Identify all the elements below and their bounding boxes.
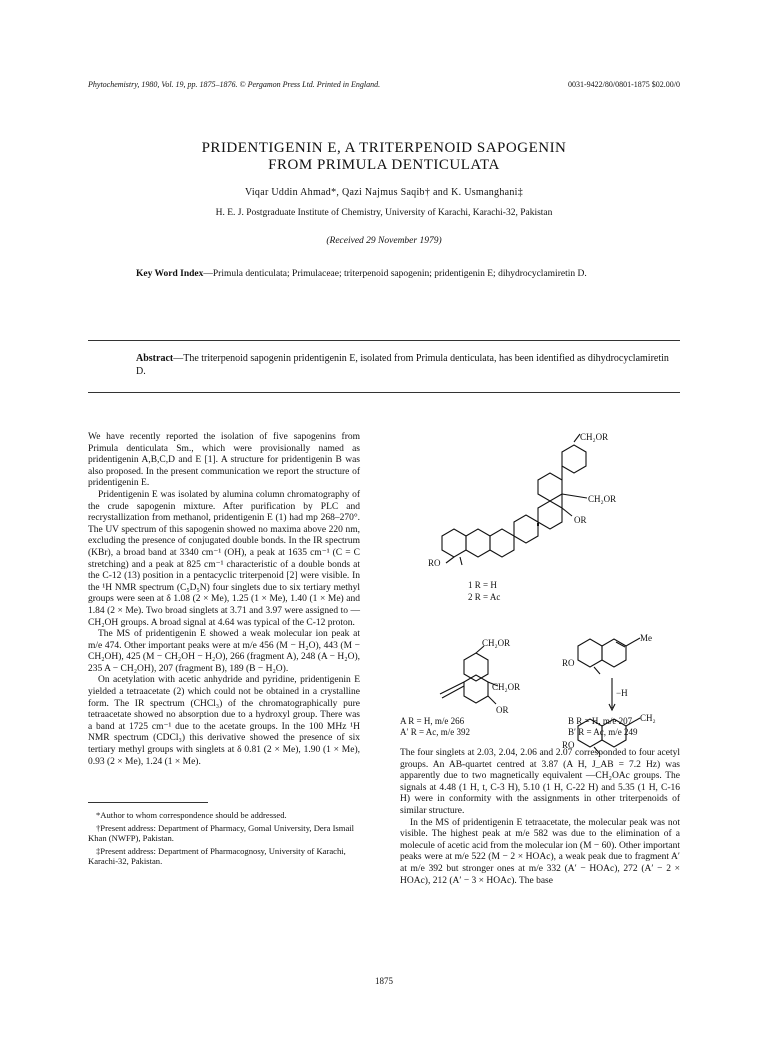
footnote-3: ‡Present address: Department of Pharmacognosy, University of Karachi, Karachi-32, Pakistan. <box>88 845 346 867</box>
fragment-a2-label: A′ R = Ac, m/e 392 <box>400 727 471 737</box>
structure-label-1: 1 R = H <box>468 580 497 590</box>
paragraph-5: The four singlets at 2.03, 2.04, 2.06 and 2.07 corresponded to four acetyl groups. An AB-quartet centred at 3.87 (A H, J_AB = 7.2 Hz) was apparently due to two magnetically equivalent —CH₂OAc groups. The signals at 4.48 (1 H, t, C-3 H), 5.10 (1 H, C-22 H) and 5.35 (1 H, C-16 H) were in conformity with the assignments in other triterpenoids of similar structure. <box>400 748 680 816</box>
structure-a-ch2or-top: CH₂OR <box>482 638 511 648</box>
right-column <box>400 748 680 887</box>
received-date: (Received 29 November 1979) <box>326 236 442 246</box>
authors: Viqar Uddin Ahmad*, Qazi Najmus Saqib† and K. Usmanghani‡ <box>244 187 524 198</box>
structure-1 <box>442 434 587 565</box>
minus-h-label: −H <box>616 688 628 698</box>
divider-top <box>88 340 680 341</box>
keywords-text: —Primula denticulata; Primulaceae; triterpenoid sapogenin; pridentigenin E; dihydrocyclamiretin D. <box>203 269 587 279</box>
divider-bottom <box>88 392 680 393</box>
title-line-2: FROM PRIMULA DENTICULATA <box>268 157 500 173</box>
paragraph-2: Pridentigenin E was isolated by alumina column chromatography of the crude sapogenin mixture. After purification by PLC and recrystallization from methanol, pridentigenin E (1) had mp 268–270°. The UV spectrum of this sapogenin showed no maxima above 220 nm, excluding the presence of conjugated double bonds. In the IR spectrum (KBr), a broad band at 3340 cm⁻¹ (OH), a peak at 1635 cm⁻¹ (C = C stretching) and a peak at 825 cm⁻¹ characteristic of a double bonds at the C-12 (13) position in a pentacyclic triterpenoid [2] were visible. In the ¹H NMR spectrum (C₅D₅N) four singlets due to six tertiary methyl groups were seen at δ 1.08 (2 × Me), 1.25 (1 × Me), 1.40 (1 × Me) and 1.84 (2 × Me). Two broad singlets at 3.71 and 3.97 were assigned to —CH₂OH groups. A broad signal at 4.64 was typical of the C-12 proton. <box>88 489 360 628</box>
keywords <box>136 268 632 280</box>
paragraph-3: The MS of pridentigenin E showed a weak molecular ion peak at m/e 474. Other important peaks were at m/e 456 (M − H₂O), 443 (M − CH₂OH), 425 (M − CH₂OH − H₂O), 266 (fragment A), 248 (A − H₂O), 235 A − CH₂OH), 207 (fragment B), 189 (B − H₂O). <box>88 629 360 674</box>
footnote-rule <box>88 802 208 803</box>
structure-b-ro: RO <box>562 740 575 750</box>
abstract <box>136 352 680 378</box>
chemical-structures <box>372 428 692 760</box>
ch2-radical-label: CH₂ <box>640 713 656 723</box>
issn-header: 0031-9422/80/0801-1875 $02.00/0 <box>568 80 680 89</box>
structure-right-ro: RO <box>562 658 575 668</box>
footnote-2: †Present address: Department of Pharmacy, Gomal University, Dera Ismail Khan (NWFP), Pakistan. <box>88 822 355 844</box>
footnotes <box>88 810 360 869</box>
structure-a <box>440 646 498 704</box>
footnote-1: *Author to whom correspondence should be addressed. <box>96 810 287 820</box>
me-label: Me <box>640 633 652 643</box>
paragraph-1: We have recently reported the isolation of five sapogenins from Primula denticulata Sm., which were provisionally named as pridentigenin A,B,C,D and E [1]. A structure for pridentigenin B was also proposed. In the present communication we report the structure of pridentigenin E. <box>88 432 360 489</box>
structure-label-2: 2 R = Ac <box>468 592 501 602</box>
fragment-b-labels <box>568 716 638 738</box>
structure-a-or: OR <box>496 705 509 715</box>
structure-1-ch2or-mid: CH₂OR <box>588 494 617 504</box>
left-column <box>88 432 360 768</box>
fragment-b2-label: B′ R = Ac, m/e 249 <box>568 727 638 737</box>
article-title <box>88 140 680 174</box>
abstract-text: —The triterpenoid sapogenin pridentigenin E, isolated from Primula denticulata, has been identified as dihydrocyclamiretin D. <box>136 353 669 377</box>
title-line-1: PRIDENTIGENIN E, A TRITERPENOID SAPOGENIN <box>201 140 567 156</box>
paragraph-6: In the MS of pridentigenin E tetraacetate, the molecular peak was not visible. The highest peak at m/e 582 was due to the elimination of a molecule of acetic acid from the molecular ion (M − 60). Other important peaks were at m/e 522 (M − 2 × HOAc), a weak peak due to fragment A′ at m/e 392 but stronger ones at m/e 332 (A′ − HOAc), 272 (A′ − 2 × HOAc), 212 (A′ − 3 × HOAc). The base <box>400 817 680 886</box>
structure-right-top <box>578 638 640 674</box>
institution: H. E. J. Postgraduate Institute of Chemistry, University of Karachi, Karachi-32, Pakistan <box>215 208 553 218</box>
structure-a-ch2or: CH₂OR <box>492 682 521 692</box>
structure-1-or: OR <box>574 515 587 525</box>
journal-header: Phytochemistry, 1980, Vol. 19, pp. 1875–1876. © Pergamon Press Ltd. Printed in England. <box>88 80 381 89</box>
fragment-b-label: B R = H, m/e 207 <box>568 716 633 726</box>
structure-1-ch2or-top: CH₂OR <box>580 432 609 442</box>
fragment-a-label: A R = H, m/e 266 <box>400 716 465 726</box>
paragraph-4: On acetylation with acetic anhydride and pyridine, pridentigenin E yielded a tetraacetate (2) which could not be obtained in a crystalline form. The IR spectrum (CHCl₃) of the chromatographically pure tetraacetate showed no absorption due to a hydroxyl group. There was a band at 1725 cm⁻¹ due to the acetate groups. In the 100 MHz ¹H NMR spectrum (CDCl₃) this derivative showed the presence of six tertiary methyl groups with singlets at δ 0.81 (2 × Me), 1.90 (1 × Me), 0.93 (2 × Me), 1.24 (1 × Me). <box>88 675 360 767</box>
page-number: 1875 <box>375 976 393 986</box>
structure-1-ro: RO <box>428 558 441 568</box>
keywords-label: Key Word Index <box>136 269 204 279</box>
abstract-label: Abstract <box>136 353 174 364</box>
fragment-a-labels <box>400 716 470 738</box>
